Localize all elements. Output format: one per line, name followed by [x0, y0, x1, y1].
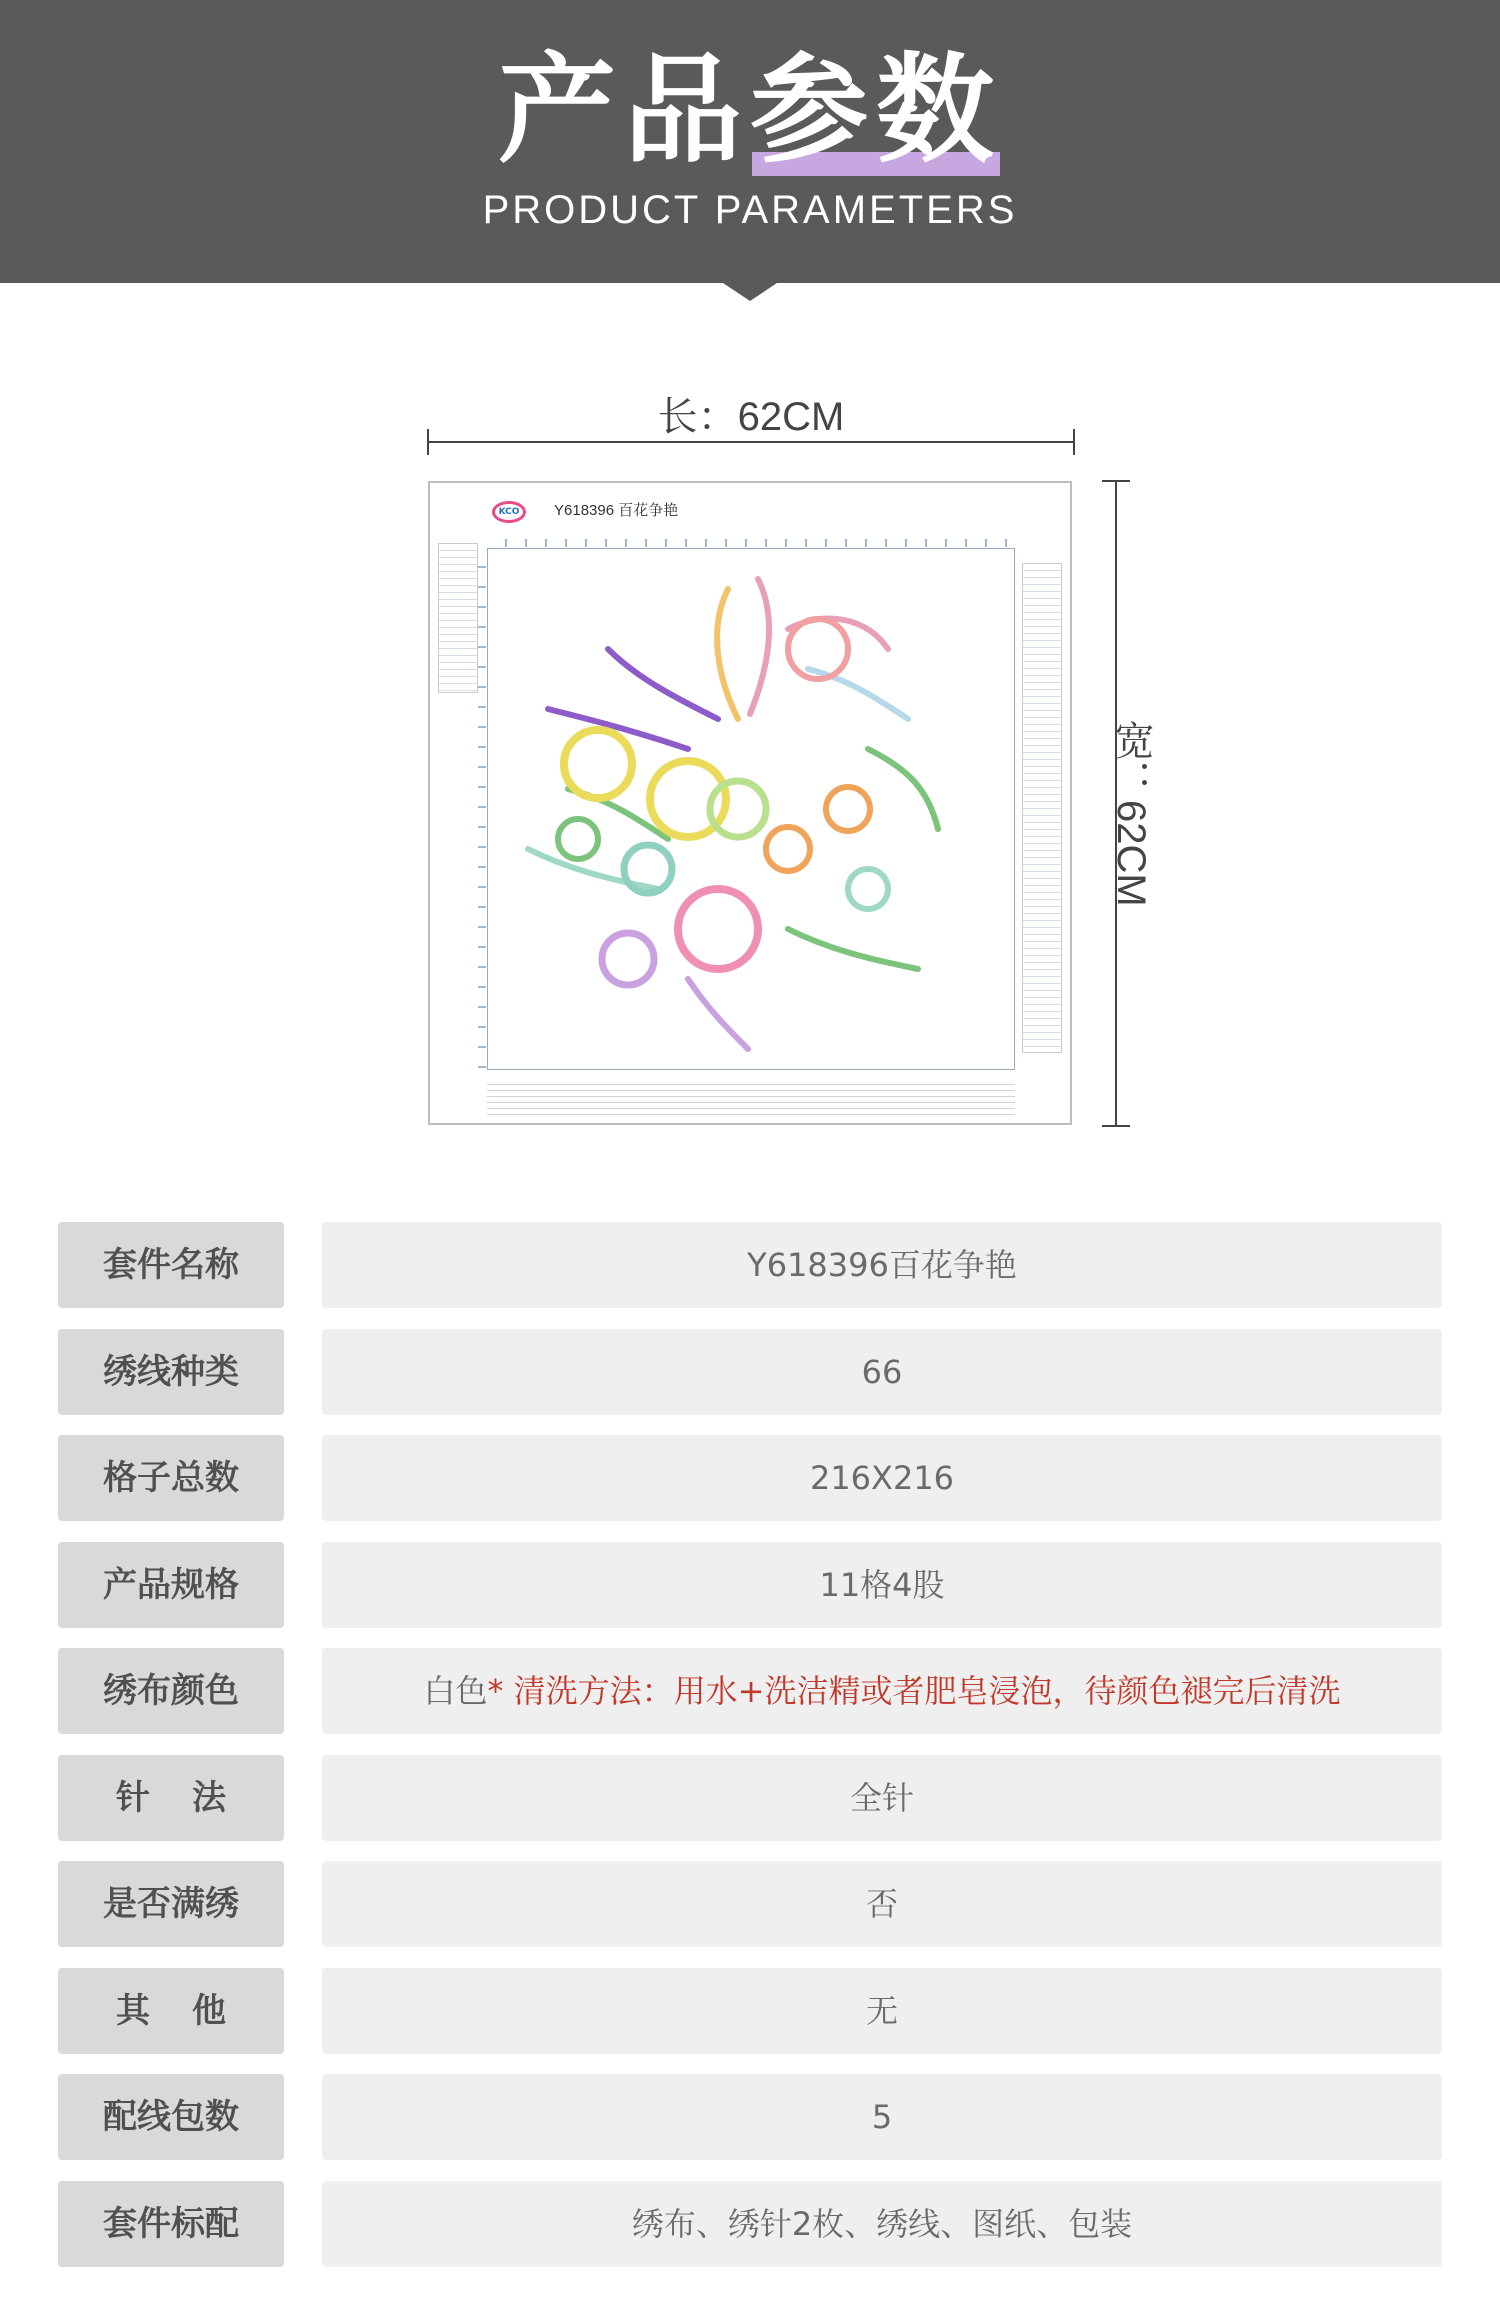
- washing-note: * 清洗方法：用水+洗洁精或者肥皂浸泡，待颜色褪完后清洗: [487, 1672, 1341, 1710]
- param-value: 11格4股: [322, 1542, 1442, 1628]
- grid-ruler-left: [478, 548, 486, 1070]
- param-value: Y618396百花争艳: [322, 1222, 1442, 1308]
- param-row: [58, 1755, 1444, 1841]
- param-label: 套件名称: [58, 1222, 284, 1308]
- width-label: 宽：62CM: [1109, 720, 1153, 907]
- length-label: 长：62CM: [657, 395, 845, 439]
- param-value: 绣布、绣针2枚、绣线、图纸、包装: [322, 2181, 1442, 2267]
- length-cap-right: [1073, 429, 1075, 455]
- symbol-legend-left: [438, 543, 478, 693]
- param-value: [322, 1648, 1442, 1734]
- page-title: 产品参数: [497, 41, 1002, 179]
- param-label: 格子总数: [58, 1435, 284, 1521]
- param-row: [58, 1968, 1444, 2054]
- param-label: 其他: [58, 1968, 284, 2054]
- param-row: [58, 2074, 1444, 2160]
- param-row: [58, 1648, 1444, 1734]
- param-value: 全针: [322, 1755, 1442, 1841]
- pattern-code: Y618396 百花争艳: [554, 502, 679, 519]
- param-row: [58, 2181, 1444, 2267]
- symbol-legend-right: [1022, 563, 1062, 1053]
- pattern-grid: [487, 548, 1015, 1070]
- length-line: [428, 441, 1074, 443]
- param-label: 是否满绣: [58, 1861, 284, 1947]
- param-row: [58, 1435, 1444, 1521]
- pattern-notes: [487, 1079, 1015, 1119]
- param-value: 否: [322, 1861, 1442, 1947]
- param-label: 产品规格: [58, 1542, 284, 1628]
- page-subtitle: PRODUCT PARAMETERS: [482, 188, 1018, 232]
- param-value: 66: [322, 1329, 1442, 1415]
- fabric-color-value: 白色: [423, 1672, 488, 1710]
- width-cap-top: [1102, 480, 1130, 482]
- pattern-sheet-image: [428, 481, 1072, 1125]
- flower-bouquet-illustration: [488, 549, 1014, 1069]
- length-cap-left: [427, 429, 429, 455]
- width-cap-bottom: [1102, 1125, 1130, 1127]
- param-row: [58, 1329, 1444, 1415]
- param-row: [58, 1861, 1444, 1947]
- param-label: 绣线种类: [58, 1329, 284, 1415]
- param-label: 配线包数: [58, 2074, 284, 2160]
- brand-logo: KCO: [492, 501, 526, 523]
- param-label: 套件标配: [58, 2181, 284, 2267]
- param-value: 216X216: [322, 1435, 1442, 1521]
- param-value: 无: [322, 1968, 1442, 2054]
- header-notch: [720, 281, 780, 301]
- param-value: 5: [322, 2074, 1442, 2160]
- param-label: 绣布颜色: [58, 1648, 284, 1734]
- param-label: 针法: [58, 1755, 284, 1841]
- grid-ruler-top: [487, 539, 1015, 547]
- param-row: [58, 1222, 1444, 1308]
- param-row: [58, 1542, 1444, 1628]
